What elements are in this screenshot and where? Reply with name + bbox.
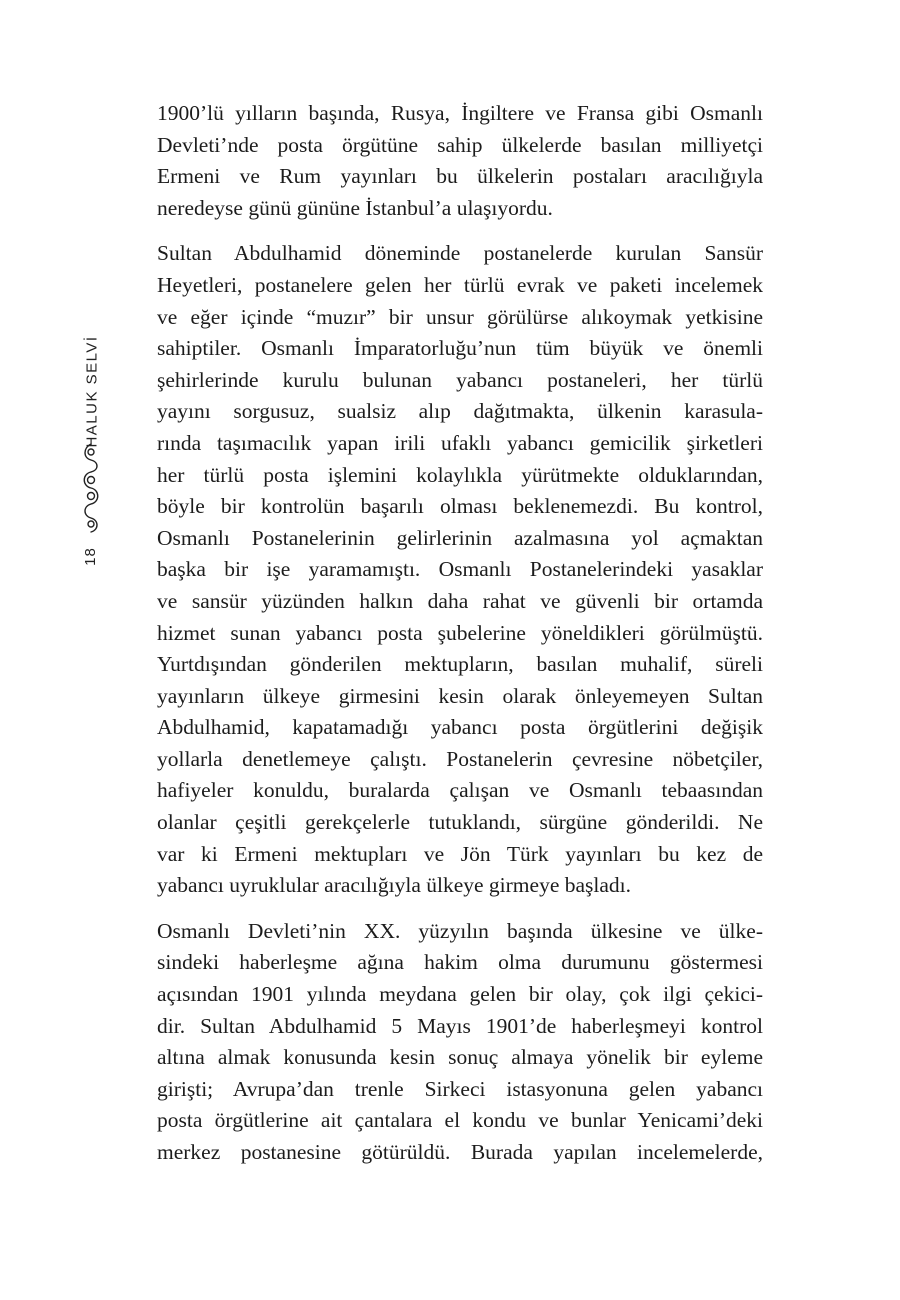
paragraph-2: [157, 238, 763, 901]
page-number: [62, 538, 118, 574]
text-line: hafiyeler konuldu, buralarda çalışan ve Osmanlı tebaasından: [157, 778, 763, 803]
text-line: 1900’lü yılların başında, Rusya, İngiltere ve Fransa gibi Osmanlı: [157, 101, 763, 125]
text-line: dir. Sultan Abdulhamid 5 Mayıs 1901’de haberleşmeyi kontrol: [157, 1013, 763, 1038]
text-line: merkez postanesine götürüldü. Burada yapılan incelemelerde,: [157, 1140, 763, 1164]
text-line: Abdulhamid, kapatamadığı yabancı posta örgütlerini değişik: [157, 715, 763, 740]
text-line: hizmet sunan yabancı posta şubelerine yöneldikleri görülmüştü.: [157, 620, 763, 645]
text-line: Ermeni ve Rum yayınları bu ülkelerin postaları aracılığıyla: [157, 164, 763, 189]
text-line: yabancı uyruklular aracılığıyla ülkeye girmeye başladı.: [157, 873, 632, 898]
paragraph-1: [157, 98, 763, 224]
text-line: yollarla denetlemeye çalıştı. Postanelerin çevresine nöbetçiler,: [157, 746, 763, 771]
page-number-text: 18: [81, 546, 99, 566]
text-line: böyle bir kontrolün başarılı olması beklenemezdi. Bu kontrol,: [157, 494, 763, 519]
text-line: yayını sorgusuz, sualsiz alıp dağıtmakta, ülkenin karasula-: [157, 399, 763, 424]
text-line: başka bir işe yaramamıştı. Osmanlı Postanelerindeki yasaklar: [157, 557, 763, 582]
text-line: Osmanlı Postanelerinin gelirlerinin azalmasına yol açmaktan: [157, 525, 763, 550]
text-line: Devleti’nde posta örgütüne sahip ülkelerde basılan milliyetçi: [157, 132, 763, 157]
text-line: her türlü posta işlemini kolaylıkla yürütmekte olduklarından,: [157, 462, 763, 487]
text-line: yayınların ülkeye girmesini kesin olarak önleyemeyen Sultan: [157, 683, 763, 708]
text-line: posta örgütlerine ait çantalara el kondu ve bunlar Yenicami’deki: [157, 1108, 763, 1133]
body-text: [157, 98, 763, 1183]
text-line: şehirlerinde kurulu bulunan yabancı postaneleri, her türlü: [157, 367, 763, 392]
text-line: sahiptiler. Osmanlı İmparatorluğu’nun tüm büyük ve önemli: [157, 336, 763, 361]
text-line: var ki Ermeni mektupları ve Jön Türk yayınları bu kez de: [157, 841, 763, 866]
text-line: olanlar çeşitli gerekçelerle tutuklandı, sürgüne gönderildi. Ne: [157, 810, 763, 835]
paragraph-3: [157, 916, 763, 1169]
text-line: neredeyse günü gününe İstanbul’a ulaşıyordu.: [157, 195, 553, 220]
text-line: ve sansür yüzünden halkın daha rahat ve güvenli bir ortamda: [157, 588, 763, 613]
text-line: girişti; Avrupa’dan trenle Sirkeci istasyonuna gelen yabancı: [157, 1076, 763, 1101]
text-line: Osmanlı Devleti’nin XX. yüzyılın başında ülkesine ve ülke-: [157, 918, 763, 943]
scroll-ornament-icon: [79, 440, 103, 536]
text-line: açısından 1901 yılında meydana gelen bir olay, çok ilgi çekici-: [157, 982, 763, 1007]
text-line: Heyetleri, postanelere gelen her türlü evrak ve paketi incelemek: [157, 272, 763, 297]
text-line: sindeki haberleşme ağına hakim olma durumunu göstermesi: [157, 950, 763, 975]
text-line: rında taşımacılık yapan irili ufaklı yabancı gemicilik şirketleri: [157, 430, 763, 455]
author-name: HALUK SELVİ: [83, 334, 101, 448]
text-line: altına almak konusunda kesin sonuç almaya yönelik bir eyleme: [157, 1045, 763, 1070]
running-header-author: [72, 336, 112, 446]
text-line: Sultan Abdulhamid döneminde postanelerde kurulan Sansür: [157, 241, 763, 266]
text-line: Yurtdışından gönderilen mektupların, basılan muhalif, süreli: [157, 652, 763, 677]
text-line: ve eğer içinde “muzır” bir unsur görülürse alıkoymak yetkisine: [157, 304, 763, 329]
